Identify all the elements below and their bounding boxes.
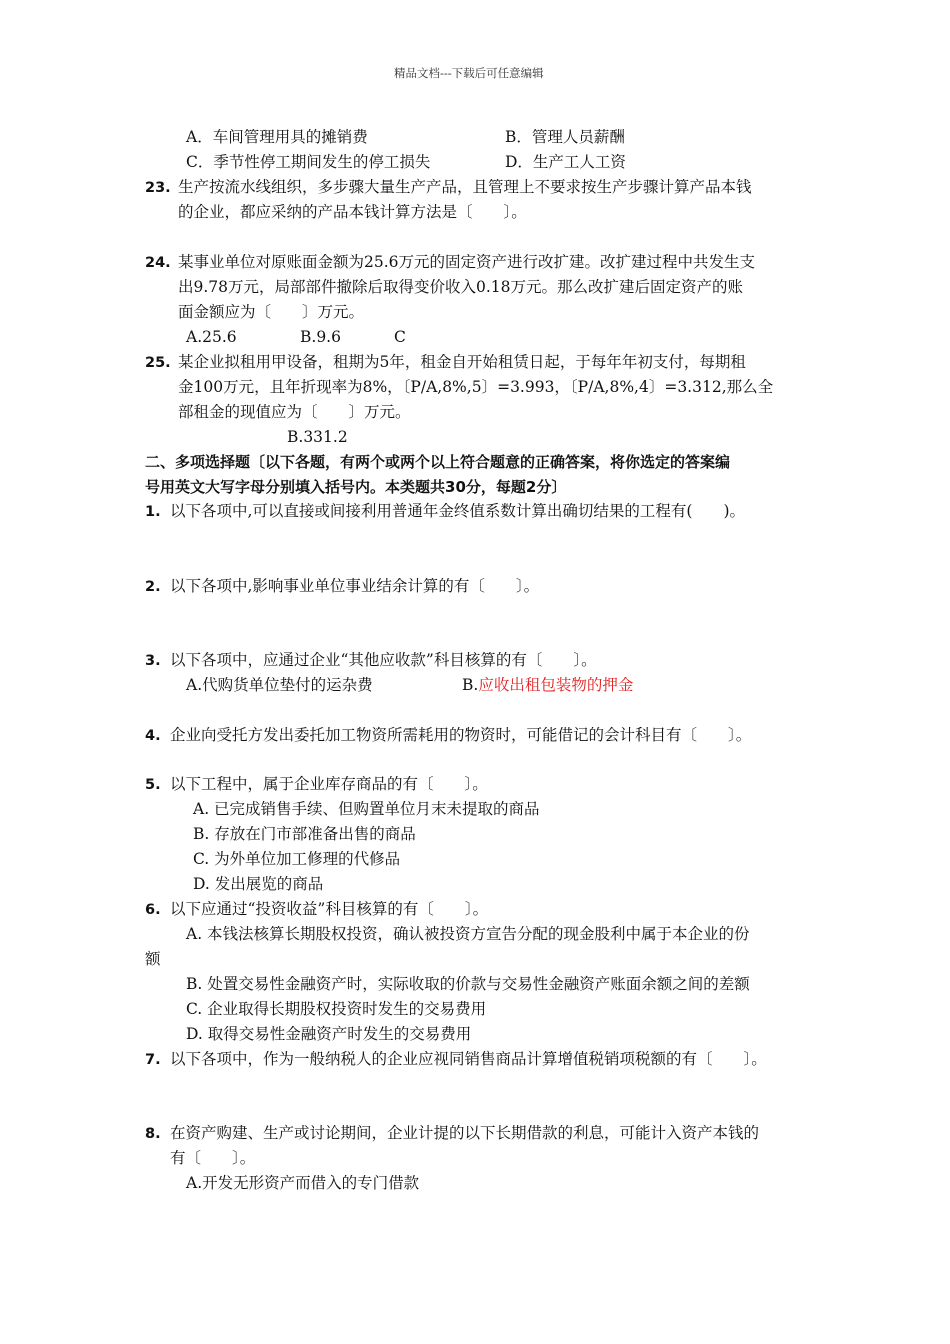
m5-number: 5. xyxy=(145,777,161,793)
m8-number: 8. xyxy=(145,1126,161,1142)
q23-number: 23. xyxy=(145,180,171,196)
m2-text: 以下各项中,影响事业单位事业结余计算的有〔 〕。 xyxy=(170,577,540,595)
m3-option-b xyxy=(462,678,633,694)
m8-option-a: A.开发无形资产而借入的专门借款 xyxy=(186,1174,420,1192)
m3-option-a: A.代购货单位垫付的运杂费 xyxy=(186,676,373,694)
m5-option-b: B. 存放在门市部准备出售的商品 xyxy=(193,825,416,843)
m3-option-b-prefix: B. xyxy=(462,676,479,694)
page-header: 精品文档---下载后可任意编辑 xyxy=(394,66,544,80)
m6-option-a-line2: 额 xyxy=(145,950,161,968)
m8-text-line2: 有〔 〕。 xyxy=(170,1149,256,1167)
m5-option-a: A. 已完成销售手续、但购置单位月末未提取的商品 xyxy=(193,800,540,818)
m6-option-d: D. 取得交易性金融资产时发生的交易费用 xyxy=(186,1025,472,1043)
m4-text: 企业向受托方发出委托加工物资所需耗用的物资时，可能借记的会计科目有〔 〕。 xyxy=(170,726,752,744)
m1-number: 1. xyxy=(145,504,161,520)
q24-option-c: C xyxy=(394,328,406,346)
q24-option-b: B.9.6 xyxy=(300,328,341,346)
m3-number: 3. xyxy=(145,653,161,669)
q23-text-line2: 的企业，都应采纳的产品本钱计算方法是〔 〕。 xyxy=(178,203,527,221)
m3-text: 以下各项中，应通过企业“其他应收款”科目核算的有〔 〕。 xyxy=(170,651,597,669)
q25-number: 25. xyxy=(145,355,171,371)
q25-text-line2: 金100万元，且年折现率为8%，〔P/A,8%,5〕=3.993，〔P/A,8%,4〕=3.312,那么全 xyxy=(178,378,774,396)
q23-text-line1: 生产按流水线组织，多步骤大量生产产品，且管理上不要求按生产步骤计算产品本钱 xyxy=(178,178,752,196)
section2-heading-line1: 二、多项选择题〔以下各题，有两个或两个以上符合题意的正确答案，将你选定的答案编 xyxy=(145,453,731,471)
m5-option-c: C. 为外单位加工修理的代修品 xyxy=(193,850,401,868)
q25-text-line3: 部租金的现值应为〔 〕万元。 xyxy=(178,403,411,421)
q22-option-d: D．生产工人工资 xyxy=(505,153,626,171)
m7-text: 以下各项中，作为一般纳税人的企业应视同销售商品计算增值税销项税额的有〔 〕。 xyxy=(170,1050,767,1068)
m7-number: 7. xyxy=(145,1052,161,1068)
q24-text-line2: 出9.78万元，局部部件撤除后取得变价收入0.18万元。那么改扩建后固定资产的账 xyxy=(178,278,744,296)
m5-text: 以下工程中，属于企业库存商品的有〔 〕。 xyxy=(170,775,488,793)
m8-text-line1: 在资产购建、生产或讨论期间，企业计提的以下长期借款的利息，可能计入资产本钱的 xyxy=(170,1124,760,1142)
section2-heading-line2: 号用英文大写字母分别填入括号内。本类题共30分，每题2分〕 xyxy=(145,478,567,496)
m6-option-b: B. 处置交易性金融资产时，实际收取的价款与交易性金融资产账面余额之间的差额 xyxy=(186,975,750,993)
q24-text-line1: 某事业单位对原账面金额为25.6万元的固定资产进行改扩建。改扩建过程中共发生支 xyxy=(178,253,756,271)
m5-option-d: D. 发出展览的商品 xyxy=(193,875,324,893)
m6-option-a-line1: A. 本钱法核算长期股权投资，确认被投资方宣告分配的现金股利中属于本企业的份 xyxy=(186,925,750,943)
m1-text: 以下各项中,可以直接或间接利用普通年金终值系数计算出确切结果的工程有( )。 xyxy=(170,502,746,520)
q22-option-b: B．管理人员薪酬 xyxy=(505,128,625,146)
q22-option-c: C．季节性停工期间发生的停工损失 xyxy=(186,153,431,171)
m2-number: 2. xyxy=(145,579,161,595)
q24-option-a: A.25.6 xyxy=(186,328,237,346)
m4-number: 4. xyxy=(145,728,161,744)
q22-option-a: A．车间管理用具的摊销费 xyxy=(186,128,368,146)
m6-number: 6. xyxy=(145,902,161,918)
q25-option-b: B.331.2 xyxy=(287,428,348,446)
m3-option-b-text: 应收出租包装物的押金 xyxy=(478,676,634,694)
q25-text-line1: 某企业拟租用甲设备，租期为5年，租金自开始租赁日起，于每年年初支付，每期租 xyxy=(178,353,746,371)
q24-text-line3: 面金额应为〔 〕万元。 xyxy=(178,303,365,321)
m6-option-c: C. 企业取得长期股权投资时发生的交易费用 xyxy=(186,1000,487,1018)
q24-number: 24. xyxy=(145,255,171,271)
m6-text: 以下应通过“投资收益”科目核算的有〔 〕。 xyxy=(170,900,489,918)
